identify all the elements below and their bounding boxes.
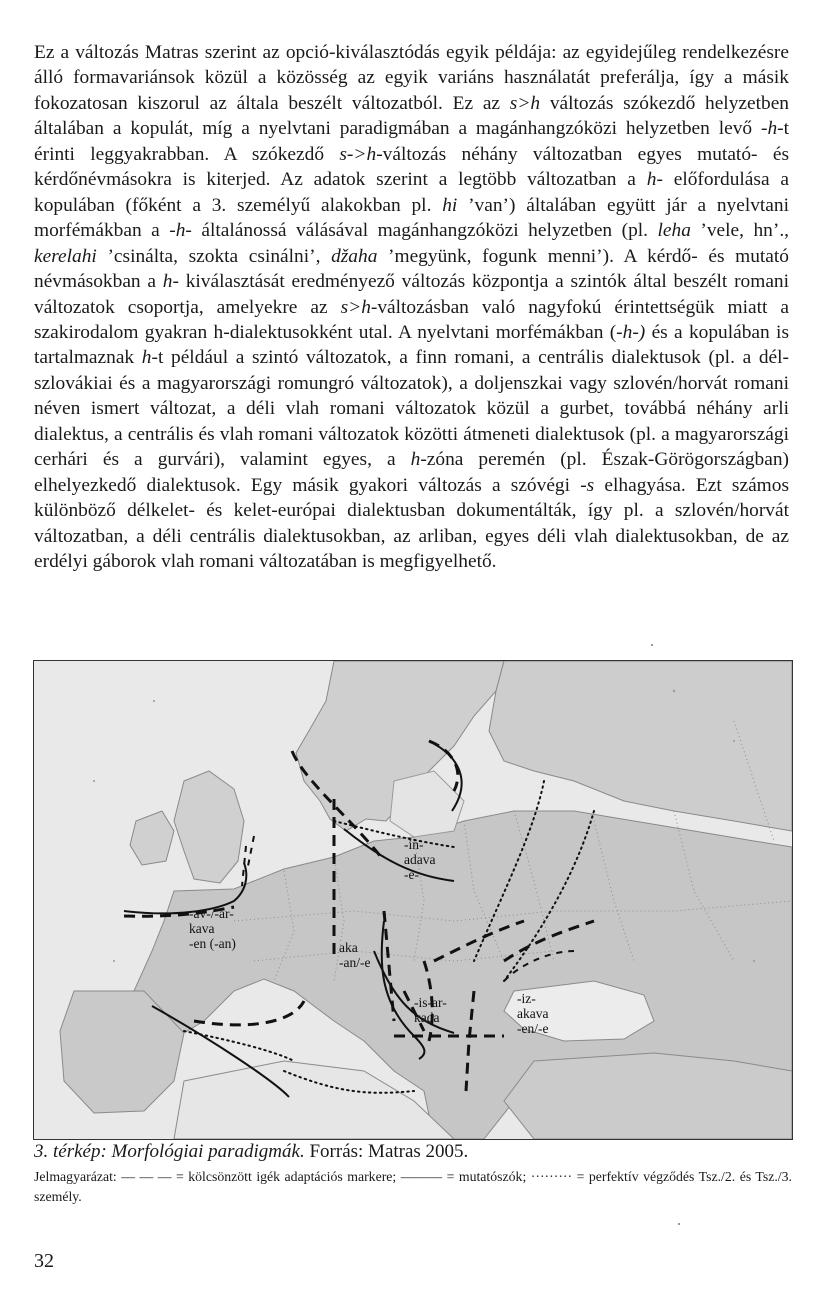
map-label-north: -in- adava -e-: [404, 837, 436, 882]
text-run: -zóna peremén (pl. Észak-Görögországban) elhelyezkedő dialektusok. Egy másik gyakori változás a szóvégi: [34, 449, 789, 496]
dialect-map: [33, 660, 793, 1140]
text-run: t érinti leggyakrabban. A szókezdő: [34, 118, 789, 165]
italic-run: kerelahi: [34, 245, 97, 267]
text-run: ’megyünk, fogunk menni’). A kérdő- és mutató névmásokban a: [34, 245, 789, 293]
map-label-center: aka -an/-e: [339, 940, 371, 970]
text-run: -változásban való nagyfokú érintettségük miatt a szakirodalom gyakran h-dialektusokként utal. A nyelvtani morfémákban (: [34, 296, 789, 343]
text-run: ’van’) általában együtt jár a nyelvtani morfémákban a: [34, 194, 789, 242]
italic-run: s>h: [340, 296, 371, 318]
text-run: és a kopulában is tartalmaznak: [34, 321, 789, 369]
caption-title: 3. térkép: Morfológiai paradigmák.: [34, 1141, 305, 1162]
text-run: -változás néhány változatban egyes mutató- és kérdőnévmásokra is kiterjed. Az adatok szerint a legtöbb változatban a: [34, 143, 789, 191]
italic-run: h-: [646, 169, 663, 191]
figure-caption: [34, 1141, 794, 1163]
italic-run: hi: [442, 194, 458, 216]
map-label-east: -iz- akava -en/-e: [517, 991, 549, 1036]
print-speck: [678, 1223, 680, 1225]
legend-solid-symbol: ———: [400, 1169, 443, 1184]
text-run: ’csinálta, szokta csinálni’,: [96, 245, 332, 267]
text-run: Ez a változás Matras szerint az opció-kiválasztódás egyik példája: az egyidejűleg rendelkezésre álló formavariánsok közül a közösség az egyik variáns használatát preferálja, így a másik fokozatosan kiszorul az általa beszélt változatból. Ez az: [34, 42, 789, 114]
italic-run: -s: [580, 474, 595, 496]
europe-map-graphic: [34, 661, 792, 1139]
legend-label: Jelmagyarázat:: [34, 1169, 122, 1184]
italic-run: džaha: [331, 245, 378, 267]
legend-dotted-text: = perfektív végződés Tsz./2. és Tsz./3. személy.: [34, 1169, 792, 1204]
legend-solid-text: = mutatószók;: [442, 1169, 531, 1184]
legend-dashed-text: = kölcsönzött igék adaptációs markere;: [171, 1169, 401, 1184]
print-speck: [651, 644, 653, 646]
italic-run: -h-: [169, 220, 192, 242]
legend-dashed-symbol: — — —: [121, 1169, 172, 1184]
italic-run: h: [410, 449, 421, 471]
italic-run: h-: [162, 271, 179, 293]
text-run: előfordulása a kopulában (főként a 3. személyű alakokban pl.: [34, 169, 789, 216]
map-label-south: -is-ar- kada: [414, 995, 447, 1025]
text-run: változás szókezdő helyzetben általában a kopulát, míg a nyelvtani paradigmában a magánhangzóközi helyzetben levő: [34, 92, 789, 140]
legend-dotted-symbol: ·········: [530, 1169, 573, 1184]
italic-run: s>h: [509, 92, 541, 114]
text-run: kiválasztását eredményező változás központja a szintók által beszélt romani változatok csoportja, amelyekre az: [34, 271, 790, 318]
italic-run: leha: [657, 220, 691, 242]
map-label-west: -av-/-ar- kava -en (-an): [189, 906, 236, 951]
map-legend: [34, 1167, 792, 1207]
italic-run: -h-): [616, 321, 646, 343]
anatolia-landmass: [504, 1053, 792, 1139]
text-run: elhagyása. Ezt számos különböző délkelet- és kelet-európai dialektusban dokumentálták, így pl. a szlovén/horvát változatban, a déli centrális dialektusokban, az arliban, egyes déli vlah dialektusokban, de az erdélyi gáborok vlah romani változatában is megfigyelhető.: [34, 474, 789, 573]
italic-run: -h-: [760, 118, 784, 140]
page-number: 32: [34, 1250, 54, 1272]
body-paragraph: [34, 40, 789, 575]
text-run: -t például a szintó változatok, a finn romani, a centrális dialektusok (pl. a dél-szlovákiai és a magyarországi romungró változatok), a doljenszkai vagy szlovén/horvát romani néven ismert változat, a déli vlah romani változatok közül a gurbet, továbbá néhány arli dialektus, a centrális és vlah romani változatok közötti átmeneti dialektusok (pl. a magyarországi cerhári és a gurvári), valamint egyes, a: [34, 347, 789, 471]
italic-run: h: [141, 347, 152, 369]
italic-run: s->h: [339, 143, 377, 165]
caption-source: Forrás: Matras 2005.: [304, 1141, 469, 1162]
text-run: általánossá válásával magánhangzóközi helyzetben (pl.: [191, 220, 658, 242]
text-run: ’vele, hn’.,: [690, 220, 790, 242]
